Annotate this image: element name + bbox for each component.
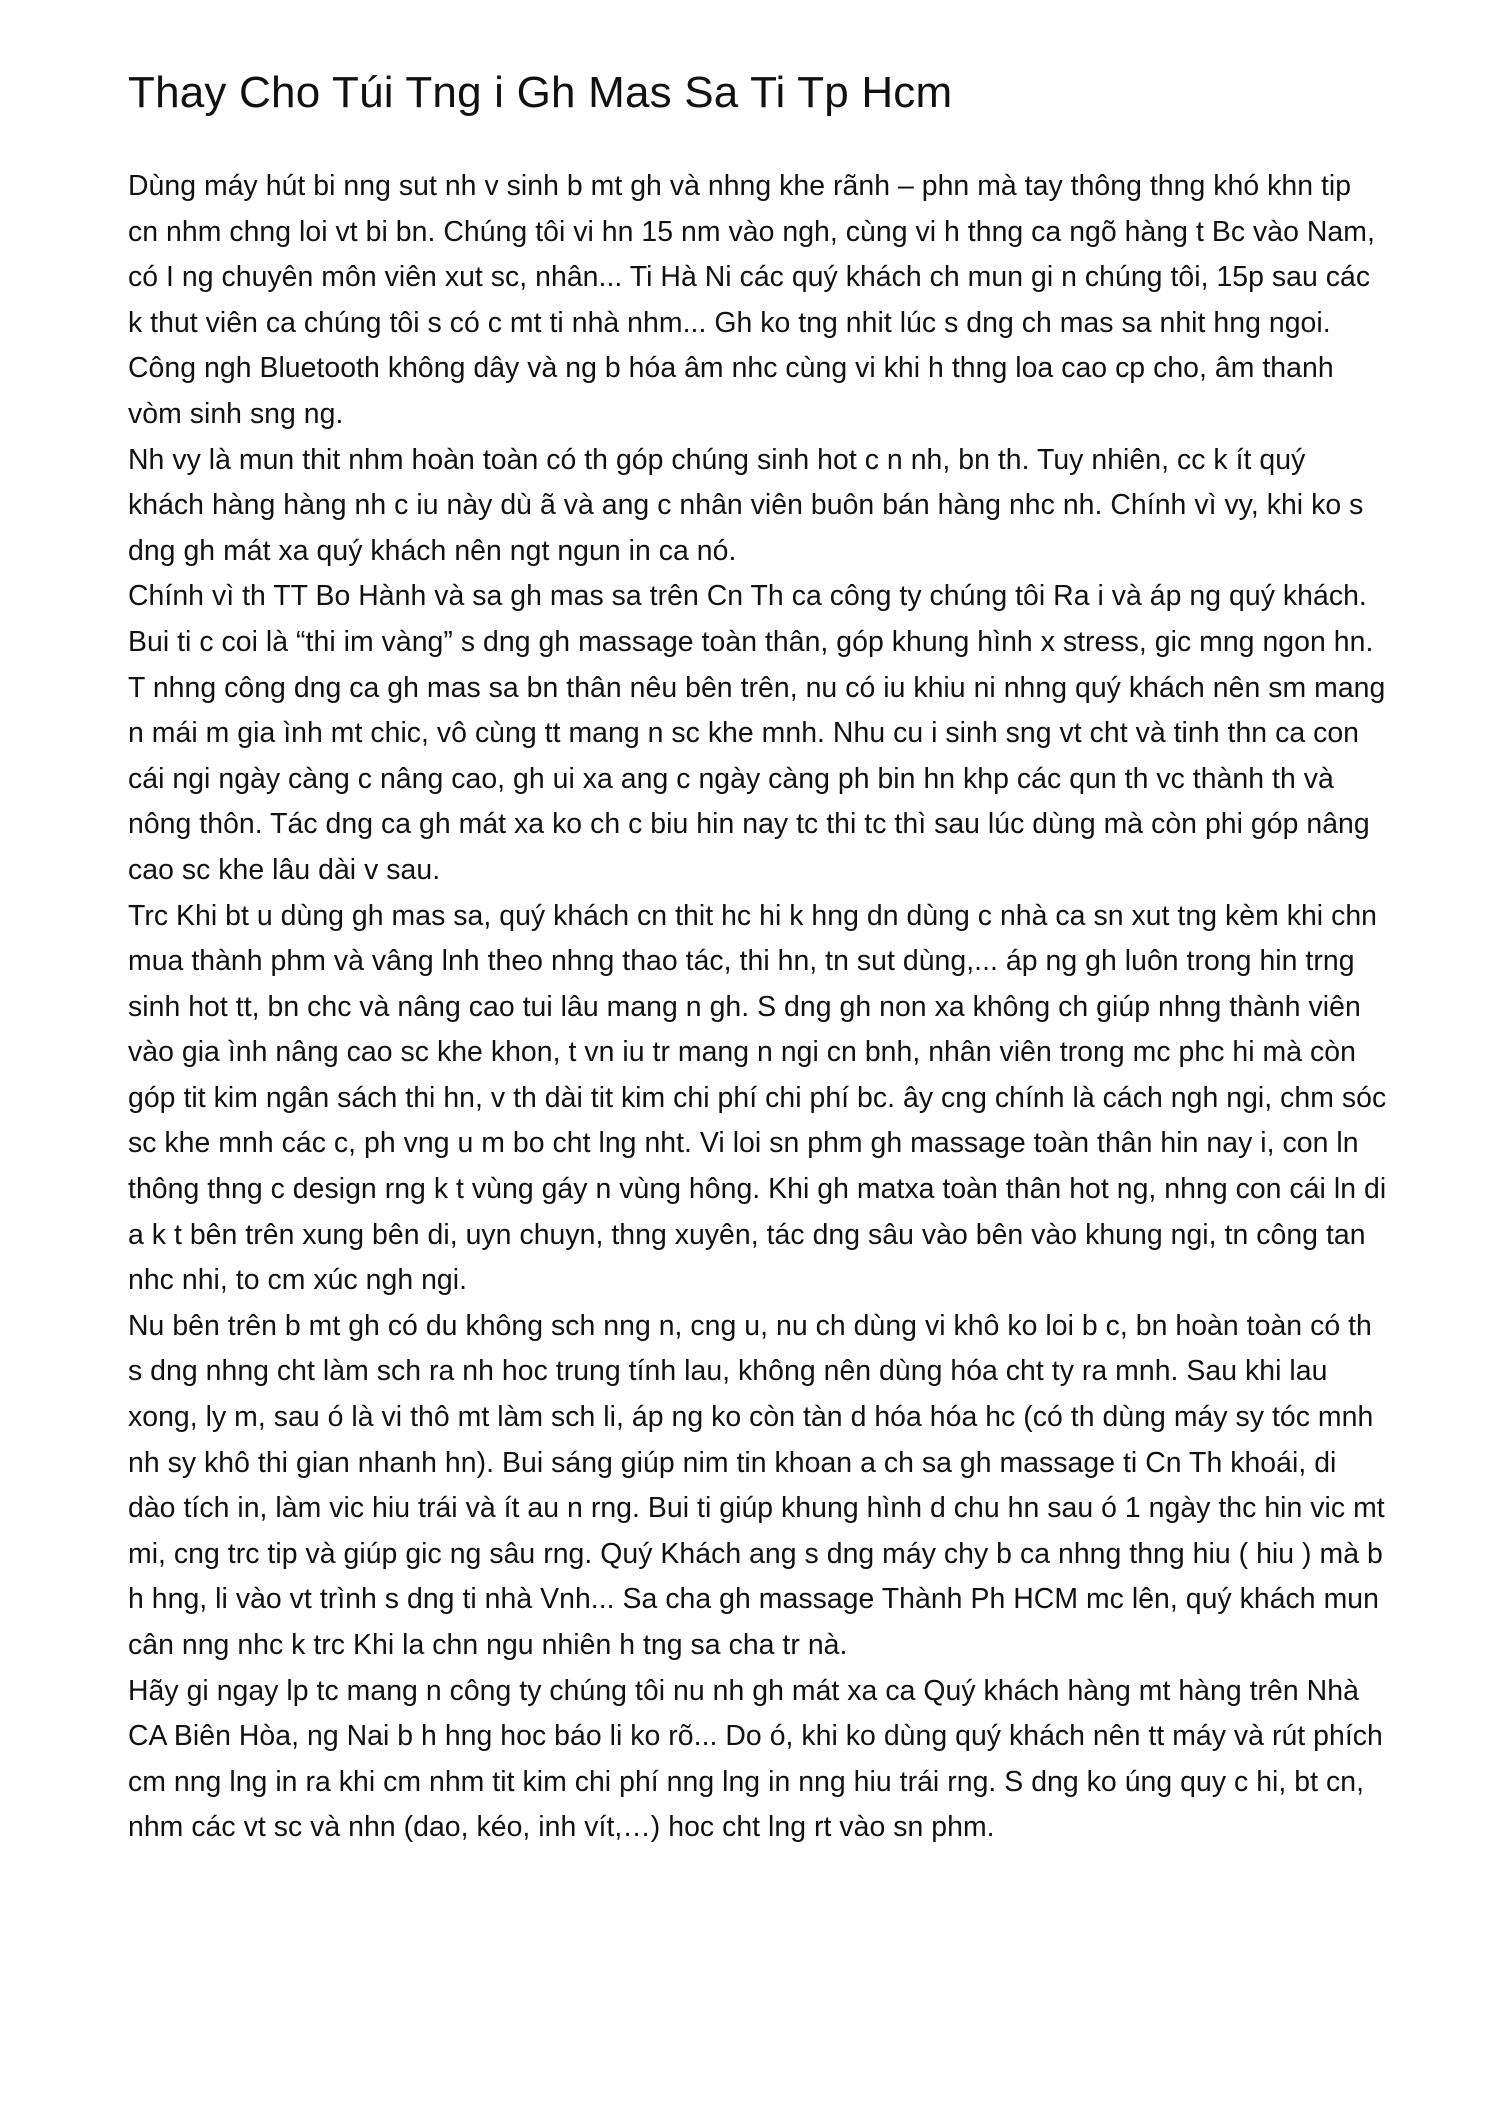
document-page (128, 60, 1388, 1851)
document-title: Thay Cho Túi Tng i Gh Mas Sa Ti Tp Hcm (128, 68, 953, 117)
paragraph: Nh vy là mun thit nhm hoàn toàn có th góp chúng sinh hot c n nh, bn th. Tuy nhiên, cc k ít quý khách hàng hàng nh c iu này dù ã và ang c nhân viên buôn bán hàng nhc nh. Chính vì vy, khi ko s dng gh mát xa quý khách nên ngt ngun in ca nó. (128, 443, 1364, 567)
paragraph: Chính vì th TT Bo Hành và sa gh mas sa trên Cn Th ca công ty chúng tôi Ra i và áp ng quý khách. Bui ti c coi là “thi im vàng” s dng gh massage toàn thân, góp khung hình x stress, gic mng ngon hn. T nhng công dng ca gh mas sa bn thân nêu bên trên, nu có iu khiu ni nhng quý khách nên sm mang n mái m gia ình mt chic, vô cùng tt mang n sc khe mnh. Nhu cu i sinh sng vt cht và tinh thn ca con cái ngi ngày càng c nâng cao, gh ui xa ang c ngày càng ph bin hn khp các qun th vc thành th và nông thôn. Tác dng ca gh mát xa ko ch c biu hin nay tc thi tc thì sau lúc dùng mà còn phi góp nâng cao sc khe lâu dài v sau. (128, 580, 1386, 886)
paragraph: Hãy gi ngay lp tc mang n công ty chúng tôi nu nh gh mát xa ca Quý khách hàng mt hàng trên Nhà CA Biên Hòa, ng Nai b h hng hoc báo li ko rõ... Do ó, khi ko dùng quý khách nên tt máy và rút phích cm nng lng in ra khi cm nhm tit kim chi phí nng lng in nng hiu trái rng. S dng ko úng quy c hi, bt cn, nhm các vt sc và nhn (dao, kéo, inh vít,…) hoc cht lng rt vào sn phm. (128, 1674, 1383, 1844)
paragraph: Dùng máy hút bi nng sut nh v sinh b mt gh và nhng khe rãnh – phn mà tay thông thng khó khn tip cn nhm chng loi vt bi bn. Chúng tôi vi hn 15 nm vào ngh, cùng vi h thng ca ngõ hàng t Bc vào Nam, có I ng chuyên môn viên xut sc, nhân... Ti Hà Ni các quý khách ch mun gi n chúng tôi, 15p sau các k thut viên ca chúng tôi s có c mt ti nhà nhm... Gh ko tng nhit lúc s dng ch mas sa nhit hng ngoi. Công ngh Bluetooth không dây và ng b hóa âm nhc cùng vi khi h thng loa cao cp cho, âm thanh vòm sinh sng ng. (128, 170, 1375, 430)
paragraph: Nu bên trên b mt gh có du không sch nng n, cng u, nu ch dùng vi khô ko loi b c, bn hoàn toàn có th s dng nhng cht làm sch ra nh hoc trung tính lau, không nên dùng hóa cht ty ra mnh. Sau khi lau xong, ly m, sau ó là vi thô mt làm sch li, áp ng ko còn tàn d hóa hóa hc (có th dùng máy sy tóc mnh nh sy khô thi gian nhanh hn). Bui sáng giúp nim tin khoan a ch sa gh massage ti Cn Th khoái, di dào tích in, làm vic hiu trái và ít au n rng. Bui ti giúp khung hình d chu hn sau ó 1 ngày thc hin vic mt mi, cng trc tip và giúp gic ng sâu rng. Quý Khách ang s dng máy chy b ca nhng thng hiu ( hiu ) mà b h hng, li vào vt trình s dng ti nhà Vnh... Sa cha gh massage Thành Ph HCM mc lên, quý khách mun cân nng nhc k trc Khi la chn ngu nhiên h tng sa cha tr nà. (128, 1309, 1385, 1661)
paragraph: Trc Khi bt u dùng gh mas sa, quý khách cn thit hc hi k hng dn dùng c nhà ca sn xut tng kèm khi chn mua thành phm và vâng lnh theo nhng thao tác, thi hn, tn sut dùng,... áp ng gh luôn trong hin trng sinh hot tt, bn chc và nâng cao tui lâu mang n gh. S dng gh non xa không ch giúp nhng thành viên vào gia ình nâng cao sc khe khon, t vn iu tr mang n ngi cn bnh, nhân viên trong mc phc hi mà còn góp tit kim ngân sách thi hn, v th dài tit kim chi phí chi phí bc. ây cng chính là cách ngh ngi, chm sóc sc khe mnh các c, ph vng u m bo cht lng nht. Vi loi sn phm gh massage toàn thân hin nay i, con ln thông thng c design rng k t vùng gáy n vùng hông. Khi gh matxa toàn thân hot ng, nhng con cái ln di a k t bên trên xung bên di, uyn chuyn, thng xuyên, tác dng sâu vào bên vào khung ngi, tn công tan nhc nhi, to cm xúc ngh ngi. (128, 899, 1387, 1297)
